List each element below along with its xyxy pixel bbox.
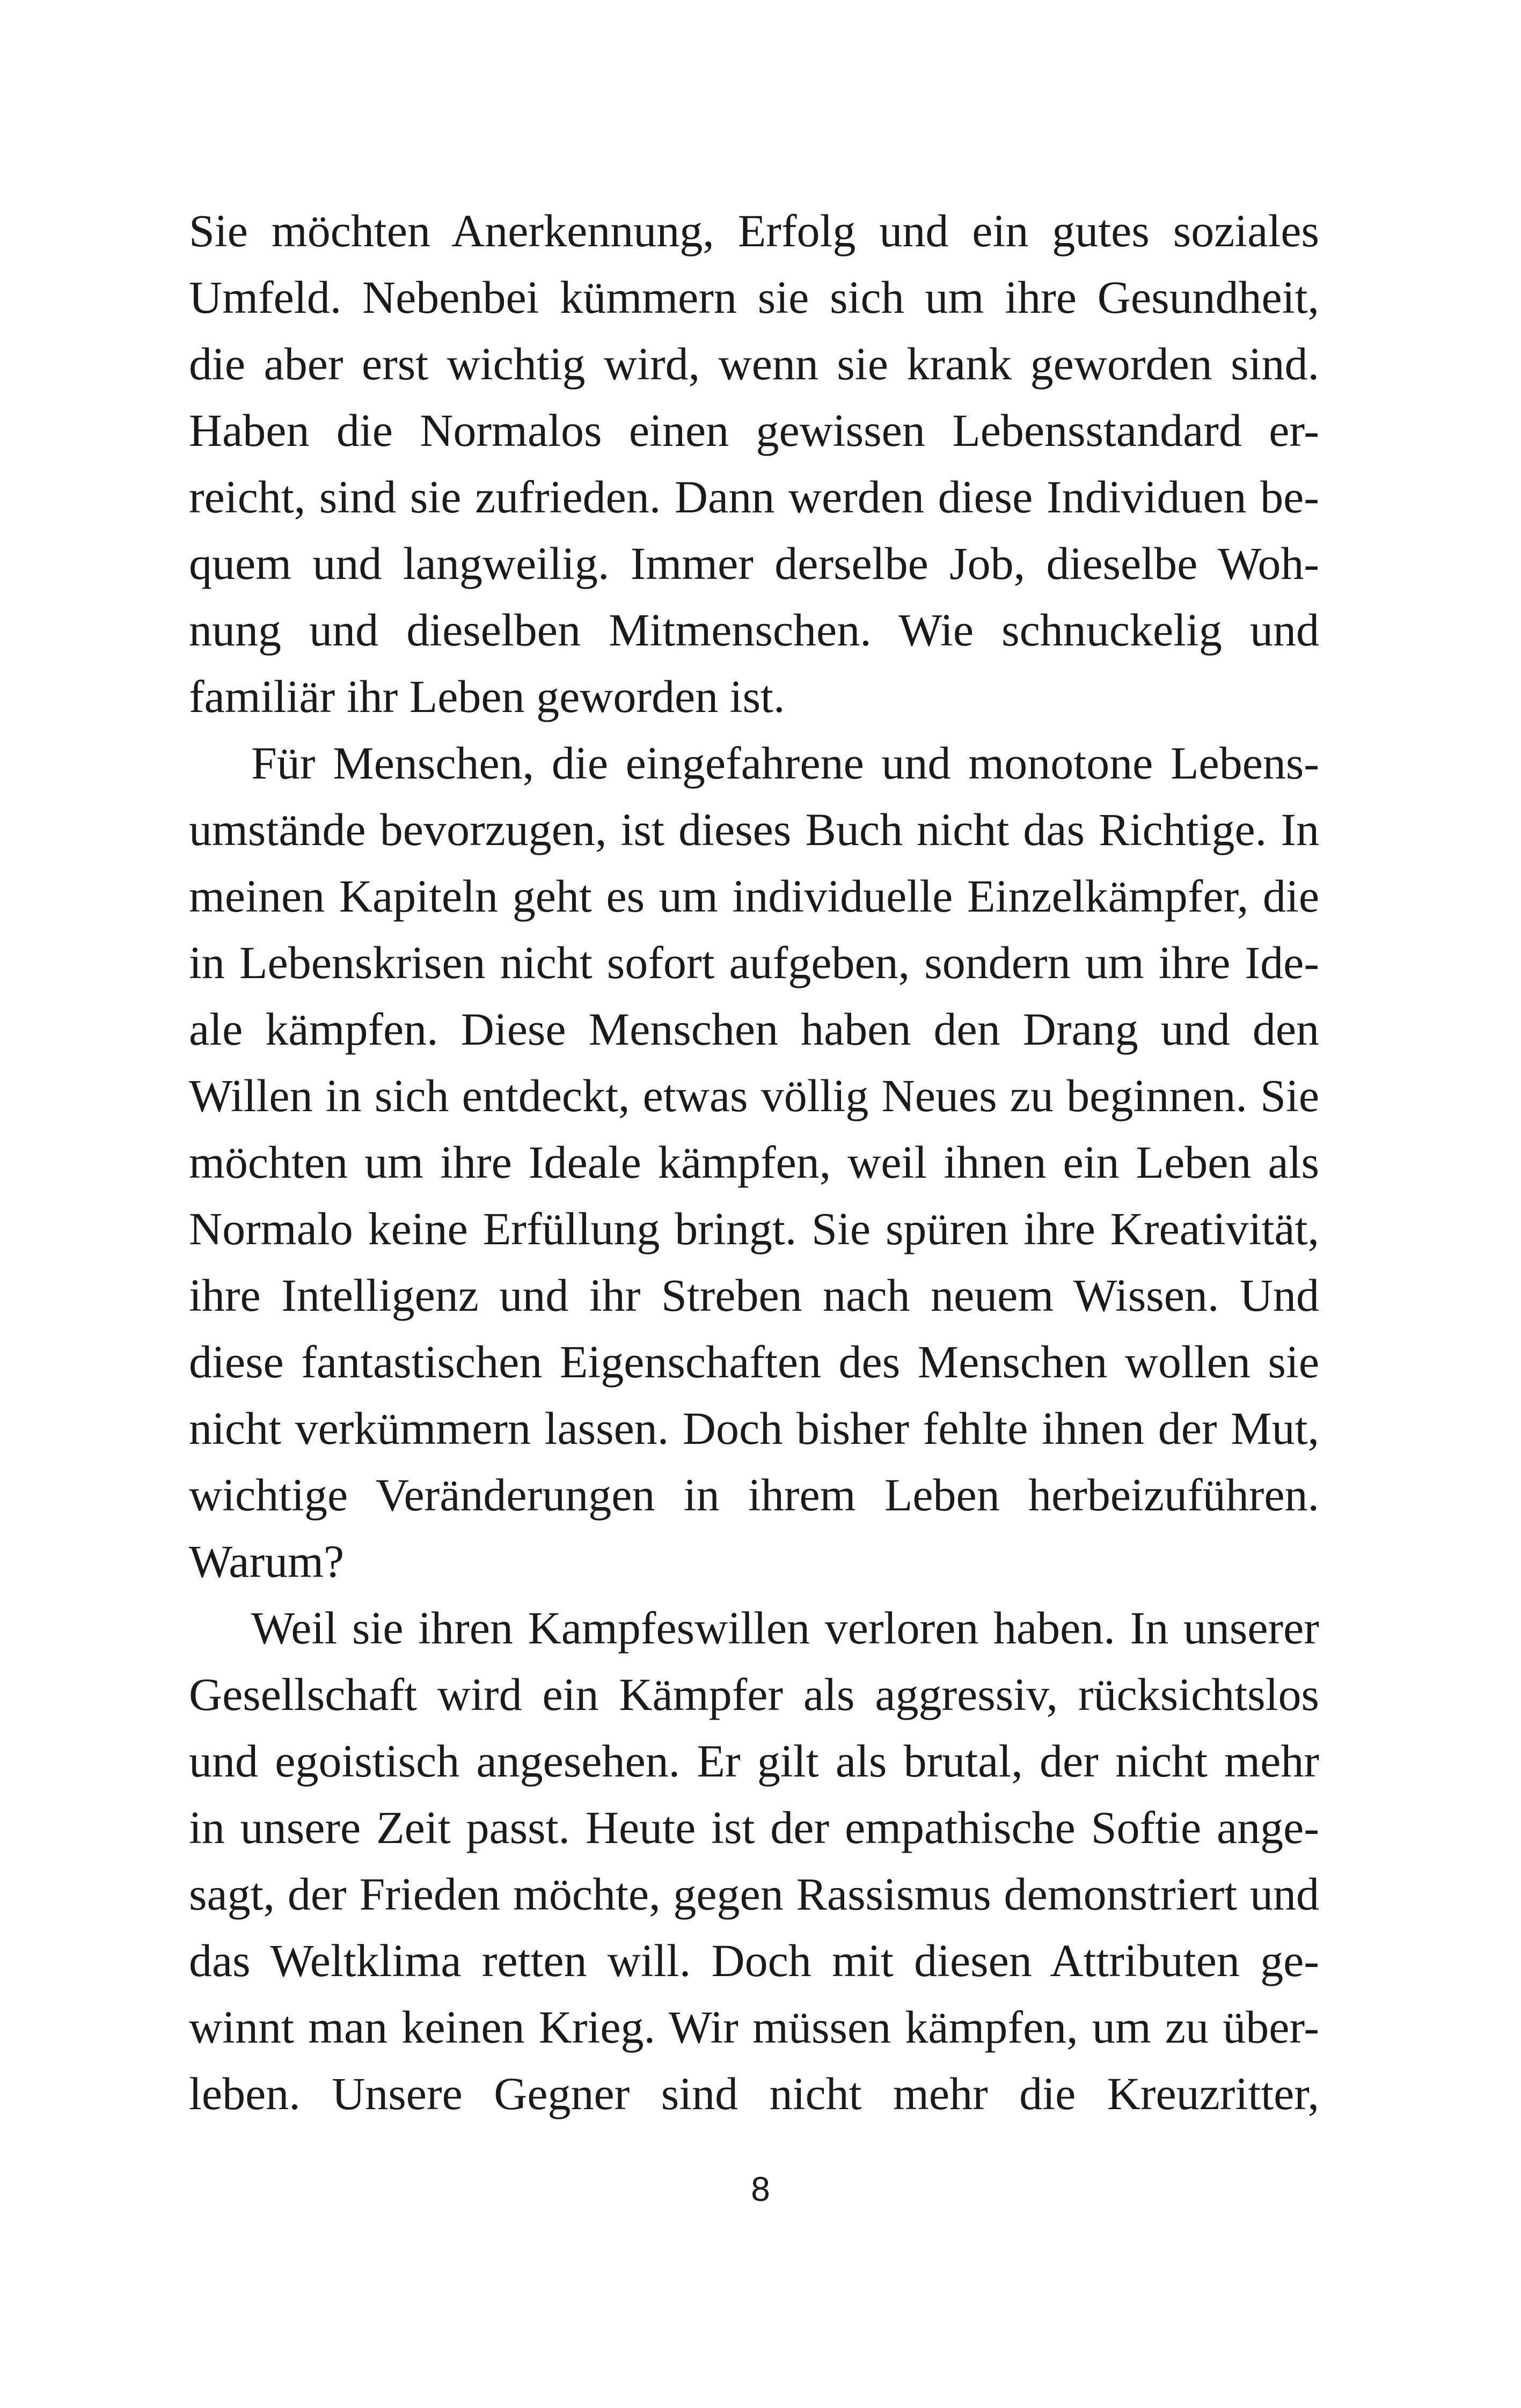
text-line: familiär ihr Leben geworden ist. — [189, 671, 785, 722]
paragraph-1 — [189, 197, 1319, 730]
text-line: diese fantastischen Eigenschaften des Menschen wollen sie — [189, 1336, 1319, 1387]
page-number: 8 — [751, 2170, 770, 2208]
text-line: ale kämpfen. Diese Menschen haben den Drang und den — [189, 1003, 1319, 1055]
text-line: Sie möchten Anerkennung, Erfolg und ein gutes soziales — [189, 205, 1319, 256]
text-line: Willen in sich entdeckt, etwas völlig Neues zu beginnen. Sie — [189, 1070, 1319, 1121]
text-line: in Lebenskrisen nicht sofort aufgeben, sondern um ihre Ide- — [189, 937, 1319, 988]
text-line: in unsere Zeit passt. Heute ist der empathische Softie ange- — [189, 1802, 1319, 1853]
text-line: Für Menschen, die eingefahrene und monotone Lebens- — [251, 737, 1319, 789]
text-line: nicht verkümmern lassen. Doch bisher fehlte ihnen der Mut, — [189, 1403, 1319, 1454]
text-line: sagt, der Frieden möchte, gegen Rassismus demonstriert und — [189, 1868, 1319, 1920]
text-line: nung und dieselben Mitmenschen. Wie schnuckelig und — [189, 604, 1319, 656]
text-line: wichtige Veränderungen in ihrem Leben herbeizuführen. — [189, 1469, 1319, 1521]
paragraph-2 — [189, 730, 1319, 1595]
paragraph-3 — [189, 1595, 1319, 2127]
text-line: das Weltklima retten will. Doch mit diesen Attributen ge- — [189, 1935, 1319, 1986]
text-line: leben. Unsere Gegner sind nicht mehr die Kreuzritter, — [189, 2068, 1319, 2119]
text-line: umstände bevorzugen, ist dieses Buch nicht das Richtige. In — [189, 804, 1319, 855]
text-line: ihre Intelligenz und ihr Streben nach neuem Wissen. Und — [189, 1269, 1319, 1321]
text-line: reicht, sind sie zufrieden. Dann werden diese Individuen be- — [189, 471, 1319, 523]
body-text — [189, 197, 1319, 2127]
text-line: Warum? — [189, 1536, 345, 1587]
text-line: Umfeld. Nebenbei kümmern sie sich um ihre Gesundheit, — [189, 271, 1319, 323]
text-line: Gesellschaft wird ein Kämpfer als aggressiv, rücksichtslos — [189, 1669, 1319, 1720]
text-line: Normalo keine Erfüllung bringt. Sie spüren ihre Kreativität, — [189, 1203, 1319, 1254]
text-line: und egoistisch angesehen. Er gilt als brutal, der nicht mehr — [189, 1735, 1319, 1787]
text-line: meinen Kapiteln geht es um individuelle Einzelkämpfer, die — [189, 870, 1319, 922]
text-line: quem und langweilig. Immer derselbe Job, dieselbe Woh- — [189, 538, 1319, 589]
text-line: Haben die Normalos einen gewissen Lebensstandard er- — [189, 405, 1319, 456]
text-line: die aber erst wichtig wird, wenn sie krank geworden sind. — [189, 338, 1319, 390]
text-line: möchten um ihre Ideale kämpfen, weil ihnen ein Leben als — [189, 1136, 1319, 1188]
text-line: winnt man keinen Krieg. Wir müssen kämpfen, um zu über- — [189, 2001, 1319, 2053]
text-line: Weil sie ihren Kampfeswillen verloren haben. In unserer — [251, 1602, 1319, 1654]
